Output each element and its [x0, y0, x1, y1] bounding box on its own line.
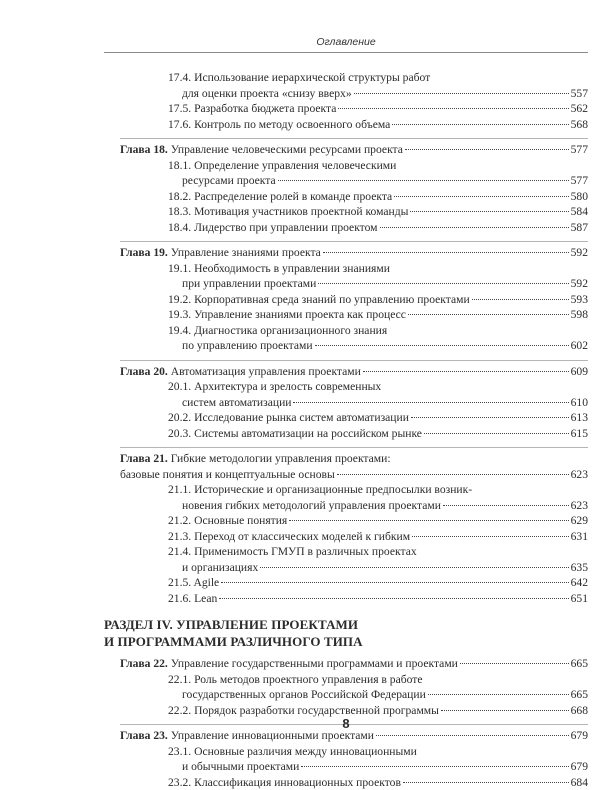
dot-leader [394, 196, 568, 197]
chapter-divider [120, 447, 588, 448]
dot-leader [443, 505, 569, 506]
toc-entry-18-2[interactable]: 18.2. Распределение ролей в команде проекта 580 [104, 189, 588, 205]
toc-entry-20-1[interactable]: 20.1. Архитектура и зрелость современных [104, 379, 588, 395]
dot-leader [412, 536, 569, 537]
toc-entry-22-1-cont[interactable]: государственных органов Российской Федерации 665 [104, 687, 588, 703]
toc-entry-21-3[interactable]: 21.3. Переход от классических моделей к гибким 631 [104, 529, 588, 545]
dot-leader [428, 694, 569, 695]
toc-chapter-20[interactable]: Глава 20. Автоматизация управления проектами 609 [104, 364, 588, 380]
toc-entry-21-6[interactable]: 21.6. Lean 651 [104, 591, 588, 607]
part-heading[interactable] [104, 616, 588, 650]
toc-entry-21-2[interactable]: 21.2. Основные понятия 629 [104, 513, 588, 529]
dot-leader [289, 520, 568, 521]
dot-leader [323, 252, 569, 253]
toc-entry-18-3[interactable]: 18.3. Мотивация участников проектной команды 584 [104, 204, 588, 220]
toc-entry-19-4[interactable]: 19.4. Диагностика организационного знания [104, 323, 588, 339]
dot-leader [293, 402, 568, 403]
dot-leader [363, 371, 569, 372]
part-title-line2: И ПРОГРАММАМИ РАЗЛИЧНОГО ТИПА [104, 633, 588, 650]
toc-entry-17-4-cont[interactable]: для оценки проекта «снизу вверх» 557 [104, 86, 588, 102]
dot-leader [424, 433, 569, 434]
toc-entry-18-4[interactable]: 18.4. Лидерство при управлении проектом 587 [104, 220, 588, 236]
dot-leader [376, 735, 569, 736]
chapter-divider [120, 138, 588, 139]
toc-entry-19-1[interactable]: 19.1. Необходимость в управлении знаниями [104, 261, 588, 277]
dot-leader [315, 345, 569, 346]
dot-leader [403, 782, 569, 783]
part-title-line1: РАЗДЕЛ IV. УПРАВЛЕНИЕ ПРОЕКТАМИ [104, 616, 588, 633]
dot-leader [221, 582, 568, 583]
chapter-divider [120, 360, 588, 361]
toc-entry-20-2[interactable]: 20.2. Исследование рынка систем автоматизации 613 [104, 410, 588, 426]
toc-chapter-19[interactable]: Глава 19. Управление знаниями проекта 592 [104, 245, 588, 261]
dot-leader [278, 180, 569, 181]
toc-entry-18-1-cont[interactable]: ресурсами проекта 577 [104, 173, 588, 189]
toc-entry-17-4[interactable]: 17.4. Использование иерархической структуры работ [104, 70, 588, 86]
chapter-divider [120, 241, 588, 242]
header-rule [104, 52, 588, 53]
dot-leader [380, 227, 569, 228]
toc-chapter-22[interactable]: Глава 22. Управление государственными программами и проектами 665 [104, 656, 588, 672]
toc-entry-22-2[interactable]: 22.2. Порядок разработки государственной программы 668 [104, 703, 588, 719]
toc-entry-17-5[interactable]: 17.5. Разработка бюджета проекта 562 [104, 101, 588, 117]
dot-leader [410, 211, 568, 212]
toc-entry-21-4[interactable]: 21.4. Применимость ГМУП в различных проектах [104, 544, 588, 560]
toc-entry-23-1[interactable]: 23.1. Основные различия между инновационными [104, 744, 588, 760]
toc-entry-22-1[interactable]: 22.1. Роль методов проектного управления в работе [104, 672, 588, 688]
dot-leader [405, 149, 569, 150]
toc-entry-23-2[interactable]: 23.2. Классификация инновационных проектов 684 [104, 775, 588, 790]
toc-entry-21-4-cont[interactable]: и организациях 635 [104, 560, 588, 576]
dot-leader [337, 474, 569, 475]
toc-entry-23-1-cont[interactable]: и обычными проектами 679 [104, 759, 588, 775]
toc-entry-19-2[interactable]: 19.2. Корпоративная среда знаний по управлению проектами 593 [104, 292, 588, 308]
toc-chapter-23[interactable]: Глава 23. Управление инновационными проектами 679 [104, 728, 588, 744]
toc-entry-19-4-cont[interactable]: по управлению проектами 602 [104, 338, 588, 354]
dot-leader [318, 283, 568, 284]
dot-leader [219, 598, 568, 599]
toc-entry-21-5[interactable]: 21.5. Agile 642 [104, 575, 588, 591]
toc-entry-21-1-cont[interactable]: новения гибких методологий управления проектами 623 [104, 498, 588, 514]
dot-leader [441, 710, 569, 711]
dot-leader [354, 93, 569, 94]
dot-leader [392, 124, 568, 125]
dot-leader [301, 766, 568, 767]
dot-leader [338, 108, 568, 109]
toc-entry-17-6[interactable]: 17.6. Контроль по методу освоенного объема 568 [104, 117, 588, 133]
toc-entry-18-1[interactable]: 18.1. Определение управления человеческими [104, 158, 588, 174]
page-number: 8 [104, 716, 588, 731]
dot-leader [460, 663, 569, 664]
toc-entry-20-3[interactable]: 20.3. Системы автоматизации на российском рынке 615 [104, 426, 588, 442]
running-header: Оглавление [104, 36, 588, 48]
dot-leader [411, 417, 569, 418]
toc-chapter-21[interactable]: Глава 21. Гибкие методологии управления проектами: [104, 451, 588, 467]
toc-chapter-18[interactable]: Глава 18. Управление человеческими ресурсами проекта 577 [104, 142, 588, 158]
dot-leader [408, 314, 569, 315]
toc-chapter-21-cont[interactable]: базовые понятия и концептуальные основы 623 [104, 467, 588, 483]
dot-leader [472, 299, 569, 300]
dot-leader [260, 567, 568, 568]
toc-entry-20-1-cont[interactable]: систем автоматизации 610 [104, 395, 588, 411]
toc-entry-21-1[interactable]: 21.1. Исторические и организационные предпосылки возник- [104, 482, 588, 498]
toc-entry-19-1-cont[interactable]: при управлении проектами 592 [104, 276, 588, 292]
toc-entry-19-3[interactable]: 19.3. Управление знаниями проекта как процесс 598 [104, 307, 588, 323]
table-of-contents [104, 70, 588, 790]
